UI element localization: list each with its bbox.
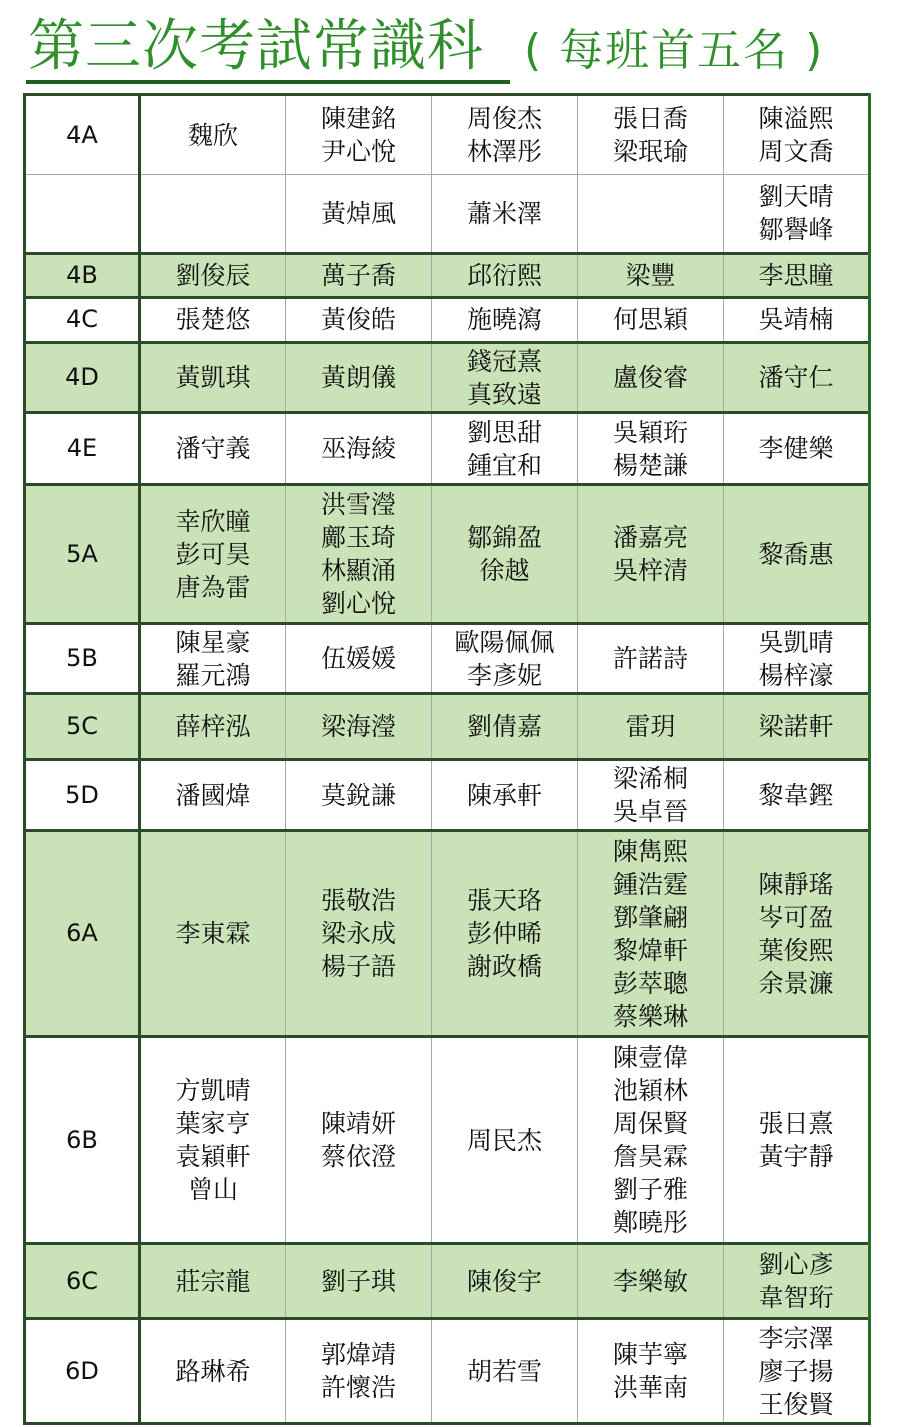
rank-cell-3 xyxy=(432,830,578,1037)
class-cell: 6C xyxy=(25,1244,140,1319)
rank-cell-4 xyxy=(578,413,724,485)
student-name: 張楚悠 xyxy=(175,305,251,335)
student-name: 劉思甜 xyxy=(466,417,542,447)
class-cell: 4B xyxy=(25,253,140,297)
rank-cell-3 xyxy=(432,1244,578,1319)
student-name: 鄧肇翩 xyxy=(612,902,688,932)
rank-cell-2 xyxy=(286,342,432,412)
rank-cell-3 xyxy=(432,413,578,485)
rank-cell-3 xyxy=(432,694,578,760)
student-name: 陳雋熙 xyxy=(612,836,688,866)
student-name: 路琳希 xyxy=(175,1356,251,1386)
rank-cell-1 xyxy=(140,1319,286,1424)
student-name: 廖子揚 xyxy=(758,1356,834,1386)
page-title: 第三次考試常識科 xyxy=(28,14,484,79)
student-name: 黎煒軒 xyxy=(612,935,688,965)
rank-cell-3 xyxy=(432,1319,578,1424)
rank-cell-5 xyxy=(724,1319,870,1424)
rank-cell-1 xyxy=(140,253,286,297)
rank-cell-2 xyxy=(286,95,432,175)
student-name: 池穎林 xyxy=(612,1076,688,1106)
results-table xyxy=(23,93,871,1425)
student-name: 劉俊辰 xyxy=(175,260,251,290)
rank-cell-4 xyxy=(578,342,724,412)
student-name: 謝政橋 xyxy=(466,952,542,982)
rank-cell-4 xyxy=(578,253,724,297)
student-name: 梁豐 xyxy=(625,260,676,290)
rank-cell-3 xyxy=(432,175,578,253)
student-name: 梁諾軒 xyxy=(758,712,834,742)
rank-cell-4 xyxy=(578,1037,724,1244)
student-name: 李思瞳 xyxy=(758,260,834,290)
table-row xyxy=(25,253,870,297)
student-name: 鍾宜和 xyxy=(466,450,542,480)
student-name: 莫銳謙 xyxy=(320,780,396,810)
student-name: 詹昊霖 xyxy=(612,1142,688,1172)
student-name: 洪華南 xyxy=(612,1373,688,1403)
student-name: 周俊杰 xyxy=(466,104,542,134)
student-name: 潘守義 xyxy=(175,434,251,464)
rank-cell-4 xyxy=(578,95,724,175)
rank-cell-3 xyxy=(432,623,578,693)
student-name: 張敬浩 xyxy=(320,886,396,916)
class-cell: 4A xyxy=(25,95,140,175)
rank-cell-1 xyxy=(140,1244,286,1319)
rank-cell-1 xyxy=(140,623,286,693)
rank-cell-3 xyxy=(432,253,578,297)
rank-cell-4 xyxy=(578,830,724,1037)
student-name: 吳凱晴 xyxy=(758,627,834,657)
rank-cell-4 xyxy=(578,485,724,624)
student-name: 莊宗龍 xyxy=(175,1266,251,1296)
student-name: 韋智珩 xyxy=(758,1283,834,1313)
class-cell: 6A xyxy=(25,830,140,1037)
student-name: 陳靜瑤 xyxy=(758,869,834,899)
rank-cell-3 xyxy=(432,760,578,830)
class-cell: 5C xyxy=(25,694,140,760)
student-name: 陳芋寧 xyxy=(612,1340,688,1370)
student-name: 黃宇靜 xyxy=(758,1142,834,1172)
rank-cell-5 xyxy=(724,95,870,175)
student-name: 陳俊宇 xyxy=(466,1266,542,1296)
student-name: 黃焯風 xyxy=(320,198,396,228)
student-name: 幸欣瞳 xyxy=(175,506,251,536)
student-name: 黎韋鏗 xyxy=(758,780,834,810)
page-header xyxy=(0,0,900,92)
student-name: 楊楚謙 xyxy=(612,450,688,480)
student-name: 梁永成 xyxy=(320,919,396,949)
student-name: 曾山 xyxy=(187,1175,238,1205)
table-row xyxy=(25,830,870,1037)
student-name: 李宗澤 xyxy=(758,1323,834,1353)
student-name: 葉家亨 xyxy=(175,1109,251,1139)
student-name: 鄭曉彤 xyxy=(612,1208,688,1238)
student-name: 陳承軒 xyxy=(466,780,542,810)
rank-cell-3 xyxy=(432,1037,578,1244)
student-name: 洪雪瀅 xyxy=(320,490,396,520)
rank-cell-4 xyxy=(578,1319,724,1424)
table-row xyxy=(25,1319,870,1424)
student-name: 尹心悅 xyxy=(320,137,396,167)
rank-cell-5 xyxy=(724,485,870,624)
student-name: 鍾浩霆 xyxy=(612,869,688,899)
student-name: 真致遠 xyxy=(466,379,542,409)
student-name: 彭仲晞 xyxy=(466,919,542,949)
student-name: 李樂敏 xyxy=(612,1266,688,1296)
student-name: 郭煒靖 xyxy=(320,1340,396,1370)
rank-cell-3 xyxy=(432,485,578,624)
student-name: 李東霖 xyxy=(175,919,251,949)
rank-cell-1 xyxy=(140,342,286,412)
rank-cell-5 xyxy=(724,623,870,693)
student-name: 黃俊皓 xyxy=(320,305,396,335)
student-name: 巫海綾 xyxy=(320,434,396,464)
rank-cell-5 xyxy=(724,342,870,412)
student-name: 錢冠熹 xyxy=(466,346,542,376)
student-name: 余景濂 xyxy=(758,968,834,998)
rank-cell-5 xyxy=(724,760,870,830)
results-table-body xyxy=(25,95,870,1424)
student-name: 梁浠桐 xyxy=(612,764,688,794)
student-name: 張天珞 xyxy=(466,886,542,916)
rank-cell-1 xyxy=(140,297,286,342)
student-name: 陳星豪 xyxy=(175,627,251,657)
class-cell: 4C xyxy=(25,297,140,342)
student-name: 蔡依澄 xyxy=(320,1142,396,1172)
rank-cell-1 xyxy=(140,694,286,760)
student-name: 張日喬 xyxy=(612,104,688,134)
student-name: 鄺玉琦 xyxy=(320,523,396,553)
student-name: 許諾詩 xyxy=(612,644,688,674)
rank-cell-3 xyxy=(432,95,578,175)
class-cell xyxy=(25,175,140,253)
student-name: 陳靖妍 xyxy=(320,1109,396,1139)
student-name: 黃凱琪 xyxy=(175,363,251,393)
student-name: 伍媛媛 xyxy=(320,644,396,674)
student-name: 陳溢熙 xyxy=(758,104,834,134)
student-name: 王俊賢 xyxy=(758,1389,834,1419)
student-name: 何思穎 xyxy=(612,305,688,335)
table-row xyxy=(25,342,870,412)
class-cell: 5A xyxy=(25,485,140,624)
student-name: 唐為雷 xyxy=(175,572,251,602)
rank-cell-1 xyxy=(140,1037,286,1244)
class-cell: 5D xyxy=(25,760,140,830)
table-row xyxy=(25,760,870,830)
rank-cell-1 xyxy=(140,830,286,1037)
rank-cell-3 xyxy=(432,297,578,342)
student-name: 歐陽佩佩 xyxy=(454,627,555,657)
student-name: 吳穎珩 xyxy=(612,417,688,447)
rank-cell-2 xyxy=(286,1037,432,1244)
student-name: 岑可盈 xyxy=(758,902,834,932)
student-name: 彭萃聰 xyxy=(612,968,688,998)
student-name: 陳壹偉 xyxy=(612,1043,688,1073)
student-name: 林澤彤 xyxy=(466,137,542,167)
table-row xyxy=(25,297,870,342)
student-name: 劉倩嘉 xyxy=(466,712,542,742)
student-name: 楊子語 xyxy=(320,952,396,982)
student-name: 潘守仁 xyxy=(758,363,834,393)
class-cell: 6B xyxy=(25,1037,140,1244)
student-name: 吳梓清 xyxy=(612,556,688,586)
student-name: 胡若雪 xyxy=(466,1356,542,1386)
student-name: 魏欣 xyxy=(187,120,238,150)
student-name: 盧俊睿 xyxy=(612,363,688,393)
rank-cell-5 xyxy=(724,694,870,760)
rank-cell-2 xyxy=(286,830,432,1037)
rank-cell-5 xyxy=(724,175,870,253)
student-name: 葉俊熙 xyxy=(758,935,834,965)
student-name: 劉子雅 xyxy=(612,1175,688,1205)
rank-cell-2 xyxy=(286,485,432,624)
student-name: 吳卓晉 xyxy=(612,797,688,827)
rank-cell-2 xyxy=(286,694,432,760)
rank-cell-1 xyxy=(140,95,286,175)
student-name: 林顯涌 xyxy=(320,556,396,586)
student-name: 李彥妮 xyxy=(466,660,542,690)
student-name: 劉心悅 xyxy=(320,589,396,619)
student-name: 楊梓濠 xyxy=(758,660,834,690)
table-row xyxy=(25,175,870,253)
student-name: 鄒錦盈 xyxy=(466,523,542,553)
table-row xyxy=(25,413,870,485)
rank-cell-2 xyxy=(286,253,432,297)
rank-cell-4 xyxy=(578,1244,724,1319)
student-name: 李健樂 xyxy=(758,434,834,464)
rank-cell-2 xyxy=(286,175,432,253)
rank-cell-1 xyxy=(140,760,286,830)
rank-cell-2 xyxy=(286,760,432,830)
student-name: 黃朗儀 xyxy=(320,363,396,393)
table-row xyxy=(25,623,870,693)
student-name: 萬子喬 xyxy=(320,260,396,290)
student-name: 潘嘉亮 xyxy=(612,523,688,553)
student-name: 陳建銘 xyxy=(320,104,396,134)
student-name: 許懷浩 xyxy=(320,1373,396,1403)
rank-cell-2 xyxy=(286,1319,432,1424)
rank-cell-5 xyxy=(724,253,870,297)
student-name: 方凱晴 xyxy=(175,1076,251,1106)
student-name: 徐越 xyxy=(479,556,530,586)
class-cell: 4E xyxy=(25,413,140,485)
rank-cell-2 xyxy=(286,1244,432,1319)
rank-cell-5 xyxy=(724,1244,870,1319)
student-name: 彭可昊 xyxy=(175,539,251,569)
student-name: 羅元鴻 xyxy=(175,660,251,690)
student-name: 吳靖楠 xyxy=(758,305,834,335)
rank-cell-1 xyxy=(140,485,286,624)
rank-cell-2 xyxy=(286,297,432,342)
student-name: 蕭米澤 xyxy=(466,198,542,228)
rank-cell-4 xyxy=(578,175,724,253)
page-subtitle: ( 每班首五名 ) xyxy=(524,25,825,76)
rank-cell-5 xyxy=(724,297,870,342)
student-name: 周文喬 xyxy=(758,137,834,167)
rank-cell-4 xyxy=(578,623,724,693)
student-name: 鄒譽峰 xyxy=(758,215,834,245)
student-name: 劉子琪 xyxy=(320,1266,396,1296)
class-cell: 6D xyxy=(25,1319,140,1424)
rank-cell-2 xyxy=(286,413,432,485)
rank-cell-2 xyxy=(286,623,432,693)
rank-cell-3 xyxy=(432,342,578,412)
class-cell: 4D xyxy=(25,342,140,412)
rank-cell-1 xyxy=(140,175,286,253)
student-name: 劉天晴 xyxy=(758,182,834,212)
student-name: 潘國煒 xyxy=(175,780,251,810)
rank-cell-5 xyxy=(724,830,870,1037)
student-name: 張日熹 xyxy=(758,1109,834,1139)
table-row xyxy=(25,1244,870,1319)
student-name: 周民杰 xyxy=(466,1125,542,1155)
student-name: 梁海瀅 xyxy=(320,712,396,742)
student-name: 袁穎軒 xyxy=(175,1142,251,1172)
student-name: 劉心彥 xyxy=(758,1250,834,1280)
student-name: 邱衍熙 xyxy=(466,260,542,290)
rank-cell-1 xyxy=(140,413,286,485)
student-name: 周保賢 xyxy=(612,1109,688,1139)
table-row xyxy=(25,95,870,175)
title-underline xyxy=(26,80,510,84)
rank-cell-4 xyxy=(578,694,724,760)
rank-cell-4 xyxy=(578,297,724,342)
student-name: 蔡樂琳 xyxy=(612,1001,688,1031)
student-name: 薛梓泓 xyxy=(175,712,251,742)
student-name: 雷玥 xyxy=(625,712,676,742)
table-row xyxy=(25,485,870,624)
student-name: 黎喬惠 xyxy=(758,539,834,569)
rank-cell-4 xyxy=(578,760,724,830)
class-cell: 5B xyxy=(25,623,140,693)
student-name: 梁珉瑜 xyxy=(612,137,688,167)
student-name: 施曉瀉 xyxy=(466,305,542,335)
table-row xyxy=(25,694,870,760)
table-row xyxy=(25,1037,870,1244)
rank-cell-5 xyxy=(724,1037,870,1244)
rank-cell-5 xyxy=(724,413,870,485)
